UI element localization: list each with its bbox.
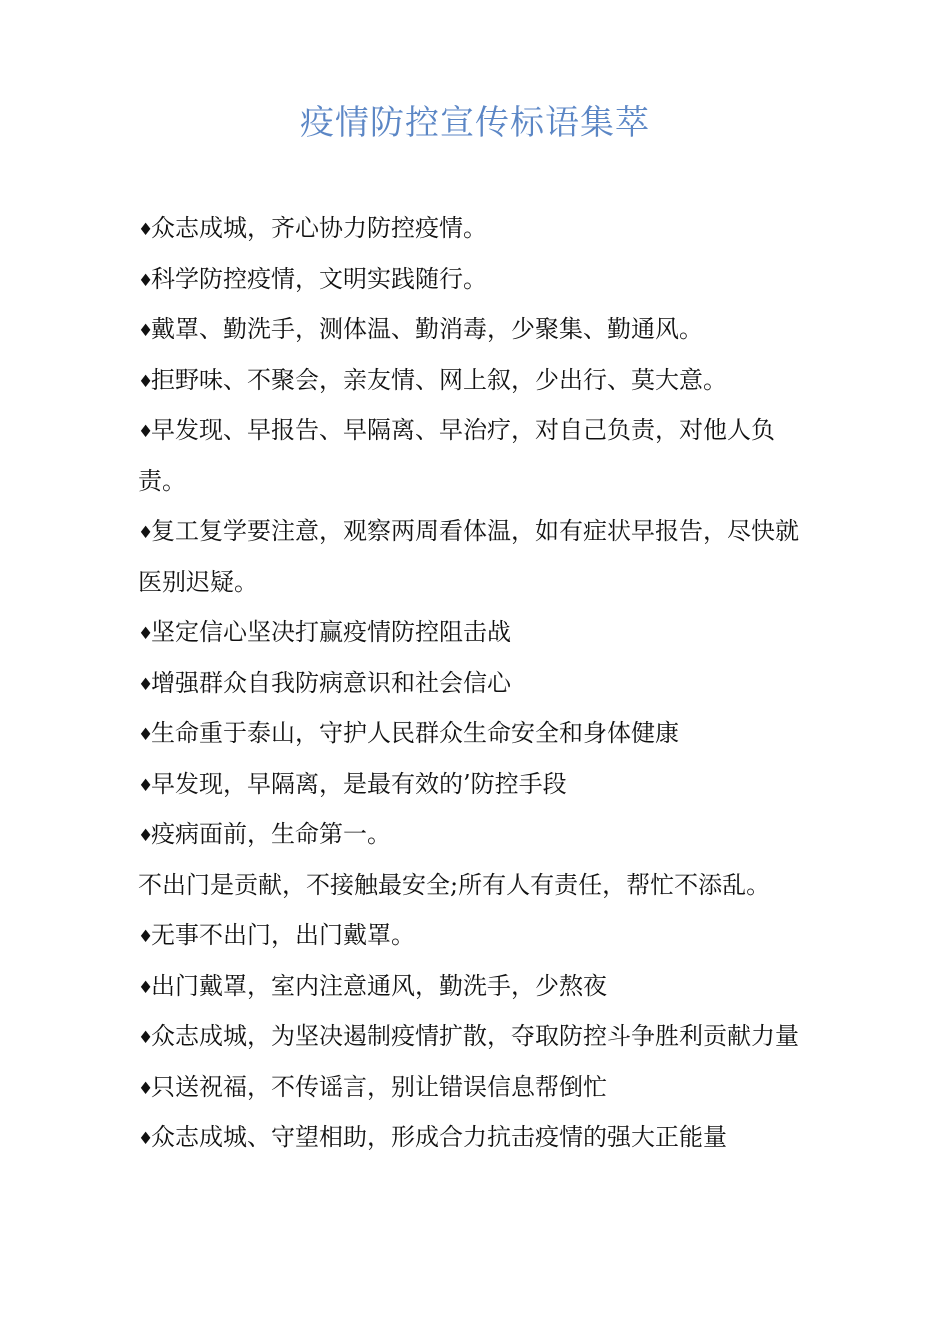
- slogan-text: 科学防控疫情，文明实践随行。: [151, 264, 487, 293]
- list-item: [138, 658, 816, 709]
- diamond-bullet-icon: ♦: [138, 1028, 154, 1048]
- slogan-text: 早发现、早报告、早隔离、早治疗，对自己负责，对他人负: [151, 416, 775, 444]
- diamond-bullet-icon: ♦: [138, 1078, 154, 1099]
- list-item: [138, 759, 816, 810]
- diamond-bullet-icon: ♦: [138, 775, 154, 796]
- slogan-text: 医别迟疑。: [138, 567, 258, 596]
- slogan-text: 坚定信心坚决打赢疫情防控阻击战: [151, 618, 511, 646]
- diamond-bullet-icon: ♦: [138, 927, 154, 947]
- list-item: [138, 961, 816, 1012]
- slogan-text: 责。: [138, 466, 186, 495]
- slogan-text: 无事不出门，出门戴罩。: [151, 921, 415, 949]
- list-item: [138, 405, 816, 456]
- page-title: 疫情防控宣传标语集萃: [300, 103, 650, 143]
- list-item: [138, 506, 816, 557]
- list-item: [138, 607, 816, 658]
- diamond-bullet-icon: ♦: [138, 624, 154, 644]
- diamond-bullet-icon: ♦: [138, 270, 154, 291]
- slogan-list: [138, 203, 816, 1163]
- list-item: [138, 1112, 816, 1163]
- diamond-bullet-icon: ♦: [138, 977, 154, 998]
- list-item: [138, 304, 816, 355]
- list-item: [138, 910, 816, 961]
- list-item: [138, 708, 816, 759]
- diamond-bullet-icon: ♦: [138, 220, 154, 240]
- list-item: [138, 254, 816, 305]
- diamond-bullet-icon: ♦: [138, 371, 154, 392]
- list-item: [138, 355, 816, 406]
- slogan-text: 戴罩、勤洗手，测体温、勤消毒，少聚集、勤通风。: [151, 315, 703, 343]
- slogan-text: 生命重于泰山，守护人民群众生命安全和身体健康: [151, 719, 679, 747]
- slogan-text: 出门戴罩，室内注意通风，勤洗手，少熬夜: [151, 971, 607, 1000]
- list-item-plain: [138, 860, 816, 911]
- slogan-text: 只送祝福，不传谣言，别让错误信息帮倒忙: [151, 1072, 607, 1101]
- list-item: [138, 1062, 816, 1113]
- slogan-text: 众志成城，齐心协力防控疫情。: [151, 214, 487, 242]
- slogan-text: 众志成城，为坚决遏制疫情扩散，夺取防控斗争胜利贡献力量: [151, 1022, 799, 1050]
- diamond-bullet-icon: ♦: [138, 422, 154, 442]
- list-item-continuation: [138, 557, 816, 608]
- list-item: [138, 1011, 816, 1062]
- diamond-bullet-icon: ♦: [138, 826, 154, 846]
- slogan-text: 不出门是贡献，不接触最安全;所有人有责任，帮忙不添乱。: [138, 870, 771, 899]
- slogan-text: 复工复学要注意，观察两周看体温，如有症状早报告，尽快就: [151, 517, 799, 545]
- list-item: [138, 203, 816, 254]
- diamond-bullet-icon: ♦: [138, 674, 154, 695]
- slogan-text: 疫病面前，生命第一。: [151, 820, 391, 848]
- slogan-text: 增强群众自我防病意识和社会信心: [151, 668, 511, 697]
- diamond-bullet-icon: ♦: [138, 725, 154, 745]
- slogan-text: 众志成城、守望相助，形成合力抗击疫情的强大正能量: [151, 1123, 727, 1151]
- list-item: [138, 809, 816, 860]
- diamond-bullet-icon: ♦: [138, 321, 154, 341]
- list-item-continuation: [138, 456, 816, 507]
- diamond-bullet-icon: ♦: [138, 523, 154, 543]
- slogan-text: 拒野味、不聚会，亲友情、网上叙，少出行、莫大意。: [151, 365, 727, 394]
- diamond-bullet-icon: ♦: [138, 1129, 154, 1149]
- slogan-text: 早发现，早隔离，是最有效的’防控手段: [151, 769, 567, 798]
